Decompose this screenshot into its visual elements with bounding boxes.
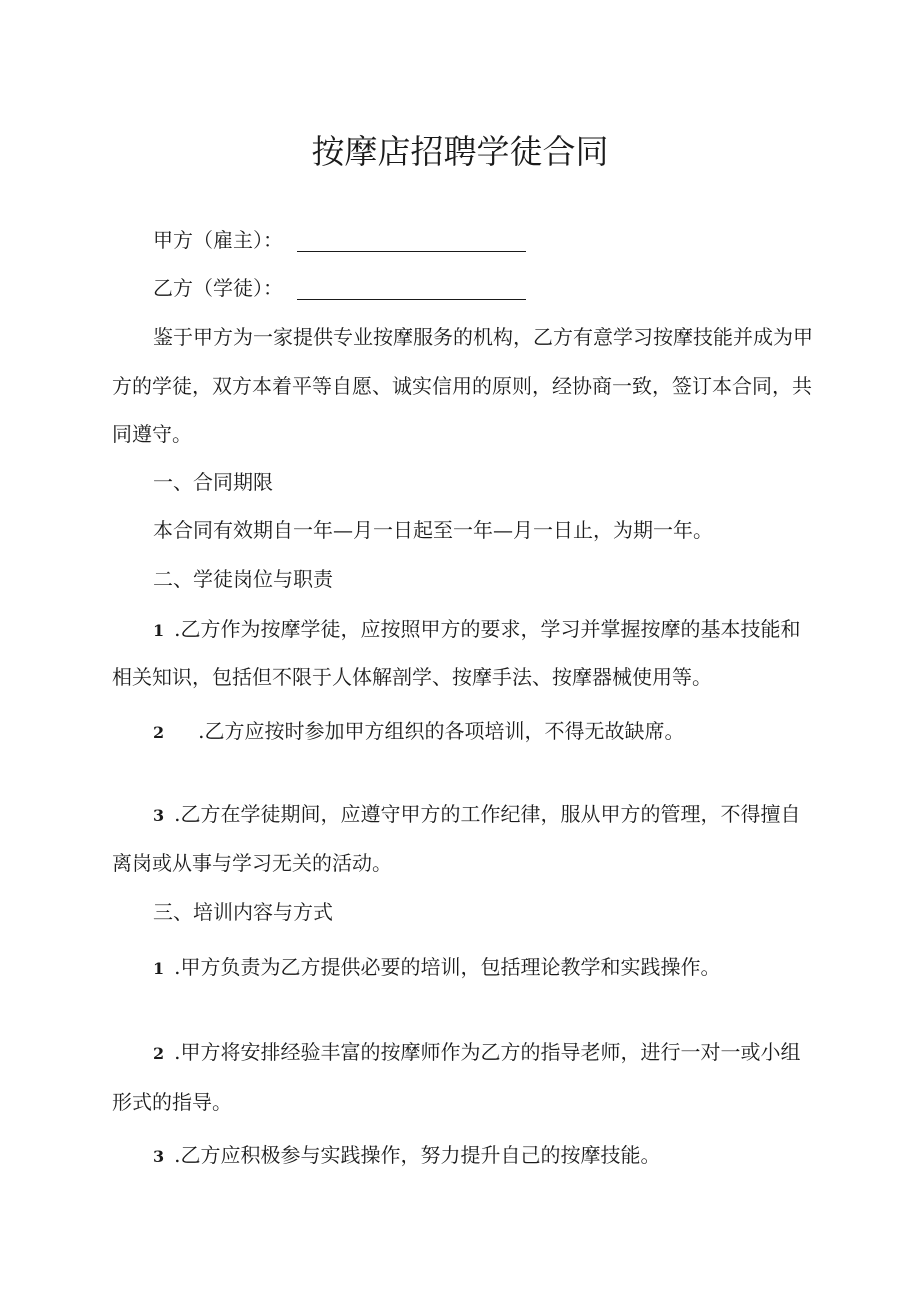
item-text: .甲方负责为乙方提供必要的培训，包括理论教学和实践操作。 xyxy=(174,955,721,979)
preamble-line-3: 同遵守。 xyxy=(112,422,192,446)
section2-item-3-line-1 xyxy=(153,802,853,828)
item-number: 1 xyxy=(153,621,165,640)
item-text: .乙方作为按摩学徒，应按照甲方的要求，学习并掌握按摩的基本技能和 xyxy=(174,617,801,641)
section3-item-2-line-2: 形式的指导。 xyxy=(112,1090,232,1114)
item-number: 2 xyxy=(153,723,165,742)
section1-text: 本合同有效期自一年—月一日起至一年—月一日止，为期一年。 xyxy=(153,518,713,542)
section3-item-1 xyxy=(153,955,853,981)
section1-heading: 一、合同期限 xyxy=(153,470,273,494)
item-number: 1 xyxy=(153,959,165,978)
item-number: 2 xyxy=(153,1044,165,1063)
document-title: 按摩店招聘学徒合同 xyxy=(311,132,609,171)
item-text: .甲方将安排经验丰富的按摩师作为乙方的指导老师，进行一对一或小组 xyxy=(174,1040,801,1064)
preamble-line-1: 鉴于甲方为一家提供专业按摩服务的机构，乙方有意学习按摩技能并成为甲 xyxy=(153,325,813,349)
section2-item-1-line-1 xyxy=(153,617,853,643)
item-number: 3 xyxy=(153,806,165,825)
item-text: .乙方在学徒期间，应遵守甲方的工作纪律，服从甲方的管理，不得擅自 xyxy=(174,802,801,826)
party-b-blank xyxy=(297,279,526,300)
party-a-blank xyxy=(297,231,526,252)
item-text: .乙方应按时参加甲方组织的各项培训，不得无故缺席。 xyxy=(198,719,685,743)
section2-item-2 xyxy=(153,719,853,745)
section3-item-3 xyxy=(153,1143,853,1169)
item-text: .乙方应积极参与实践操作，努力提升自己的按摩技能。 xyxy=(174,1143,661,1167)
section2-item-3-line-2: 离岗或从事与学习无关的活动。 xyxy=(112,851,392,875)
section2-item-1-line-2: 相关知识，包括但不限于人体解剖学、按摩手法、按摩器械使用等。 xyxy=(112,665,712,689)
section3-item-2-line-1 xyxy=(153,1040,853,1066)
party-a-field xyxy=(153,228,526,252)
section2-heading: 二、学徒岗位与职责 xyxy=(153,567,333,591)
party-b-field xyxy=(153,276,526,300)
party-b-label: 乙方（学徒）： xyxy=(153,276,283,300)
item-number: 3 xyxy=(153,1147,165,1166)
party-a-label: 甲方（雇主）： xyxy=(153,228,283,252)
section3-heading: 三、培训内容与方式 xyxy=(153,900,333,924)
preamble-line-2: 方的学徒，双方本着平等自愿、诚实信用的原则，经协商一致，签订本合同，共 xyxy=(112,374,812,398)
